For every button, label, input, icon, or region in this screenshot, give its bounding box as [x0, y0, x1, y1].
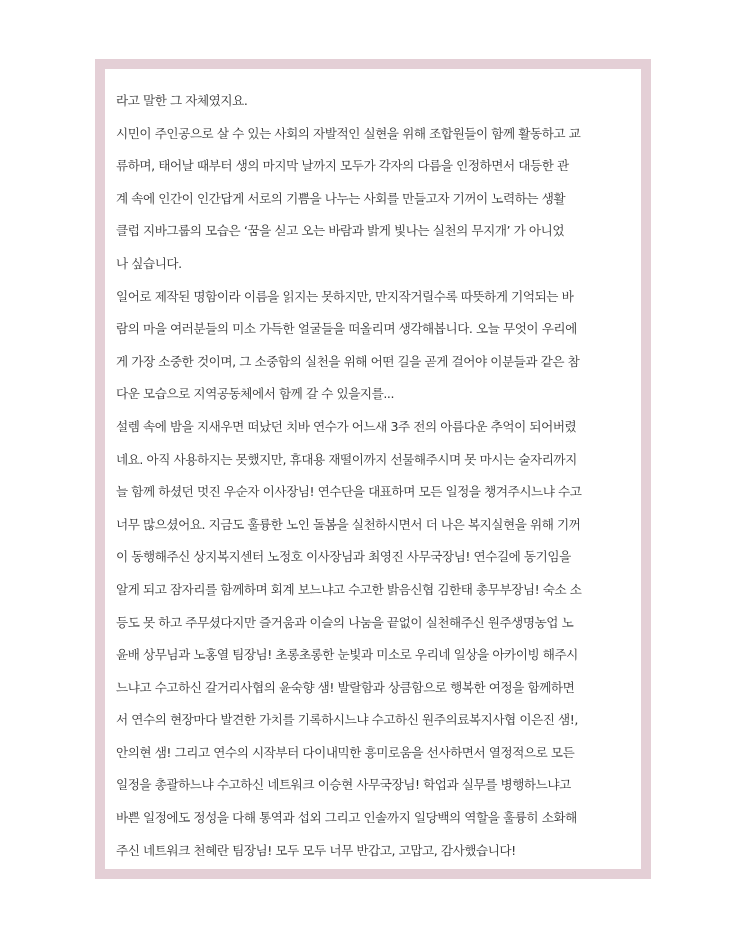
text-line: 안의현 샘! 그리고 연수의 시작부터 다이내믹한 흥미로움을 선사하면서 열정적으로 모든	[116, 744, 575, 760]
text-line: 너무 많으셨어요. 지금도 훌륭한 노인 돌봄을 실천하시면서 더 나은 복지실현을 위해 기꺼	[116, 516, 581, 532]
text-line: 클럽 지바그룹의 모습은 ‘꿈을 싣고 오는 바람과 밝게 빛나는 실천의 무지개’ 가 아니었	[116, 223, 565, 239]
text-line: 윤배 상무님과 노홍열 팀장님! 초롱초롱한 눈빛과 미소로 우리네 일상을 아카이빙 해주시	[116, 647, 578, 663]
text-line: 라고 말한 그 자체였지요.	[116, 93, 248, 108]
text-line: 느냐고 수고하신 갈거리사협의 윤숙향 샘! 발랄함과 상큼함으로 행복한 여정을 함께하면	[116, 679, 575, 695]
text-line: 알게 되고 잠자리를 함께하며 회계 보느냐고 수고한 밝음신협 김한태 총무부장님! 숙소 소	[116, 581, 582, 597]
text-line: 바쁜 일정에도 정성을 다해 통역과 섭외 그리고 인솔까지 일당백의 역할을 훌륭히 소화해	[116, 810, 577, 826]
text-line: 람의 마을 여러분들의 미소 가득한 얼굴들을 떠올리며 생각해봅니다. 오늘 무엇이 우리에	[116, 321, 577, 337]
text-line: 계 속에 인간이 인간답게 서로의 기쁨을 나누는 사회를 만들고자 기꺼이 노력하는 생활	[116, 190, 566, 206]
text-line: 서 연수의 현장마다 발견한 가치를 기록하시느냐 수고하신 원주의료복지사협 이은진 샘!,	[116, 712, 578, 728]
text-line: 다운 모습으로 지역공동체에서 함께 갈 수 있을지를...	[116, 386, 395, 402]
text-line: 일정을 총괄하느냐 수고하신 네트워크 이승현 사무국장님! 학업과 실무를 병행하느냐고	[116, 777, 571, 793]
text-line: 이 동행해주신 상지복지센터 노정호 이사장님과 최영진 사무국장님! 연수길에 동기임을	[116, 549, 571, 565]
text-line: 일어로 제작된 명함이라 이름을 읽지는 못하지만, 만지작거릴수록 따뜻하게 기억되는 바	[116, 288, 574, 304]
text-line: 설렘 속에 밤을 지새우면 떠났던 치바 연수가 어느새 3주 전의 아름다운 추억이 되어버렸	[116, 418, 577, 434]
letter-body	[116, 85, 632, 867]
text-line: 등도 못 하고 주무셨다지만 즐거움과 이슬의 나눔을 끝없이 실천해주신 원주생명농업 노	[116, 614, 574, 630]
text-line: 시민이 주인공으로 살 수 있는 사회의 자발적인 실현을 위해 조합원들이 함께 활동하고 교	[116, 125, 581, 141]
document-frame	[95, 59, 651, 879]
document-page	[105, 69, 641, 869]
text-line: 나 싶습니다.	[116, 255, 182, 271]
text-line: 주신 네트워크 천혜란 팀장님! 모두 모두 너무 반갑고, 고맙고, 감사했습니다!	[116, 842, 516, 858]
text-line: 네요. 아직 사용하지는 못했지만, 휴대용 재떨이까지 선물해주시며 못 마시는 술자리까지	[116, 451, 577, 467]
text-line: 류하며, 태어날 때부터 생의 마지막 날까지 모두가 각자의 다름을 인정하면서 대등한 관	[116, 158, 569, 174]
text-line: 게 가장 소중한 것이며, 그 소중함의 실천을 위해 어떤 길을 곧게 걸어야 이분들과 같은 참	[116, 353, 580, 369]
text-line: 늘 함께 하셨던 멋진 우순자 이사장님! 연수단을 대표하며 모든 일정을 챙겨주시느냐 수고	[116, 484, 582, 500]
